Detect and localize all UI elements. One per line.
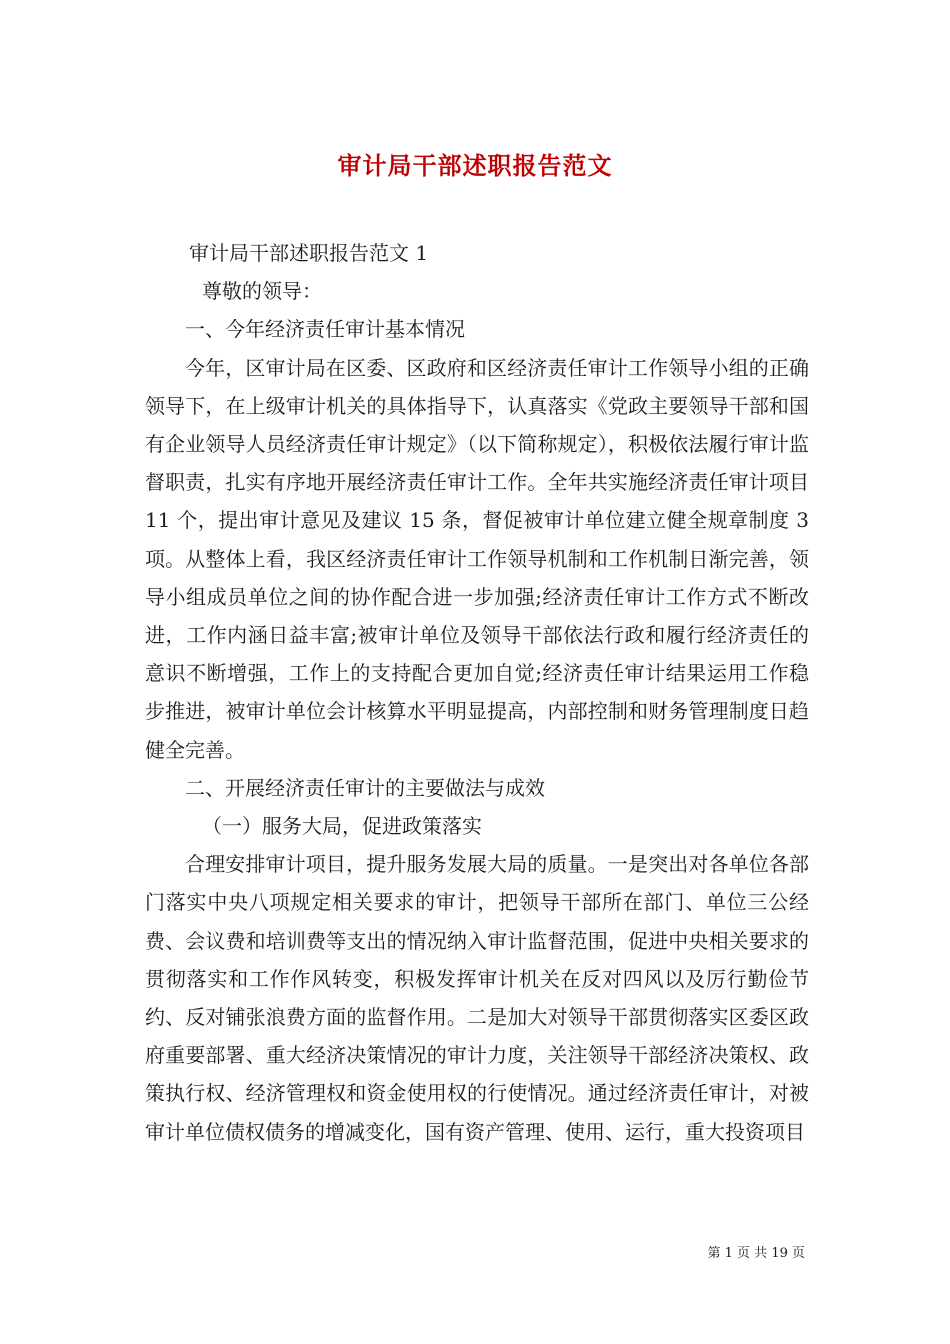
section-2-paragraph: 合理安排审计项目，提升服务发展大局的质量。一是突出对各单位各部门落实中央八项规定相关要求的审计，把领导干部所在部门、单位三公经费、会议费和培训费等支出的情况纳入审计监督范围，促进中央相关要求的贯彻落实和工作作风转变，积极发挥审计机关在反对四风以及厉行勤俭节约、反对铺张浪费方面的监督作用。二是加大对领导干部贯彻落实区委区政府重要部署、重大经济决策情况的审计力度，关注领导干部经济决策权、政策执行权、经济管理权和资金使用权的行使情况。通过经济责任审计，对被审计单位债权债务的增减变化，国有资产管理、使用、运行，重大投资项目 — [145, 852, 809, 1144]
section-2-subheading-1: （一）服务大局，促进政策落实 — [202, 814, 482, 839]
document-title: 审计局干部述职报告范文 — [337, 151, 613, 181]
section-1-paragraph: 今年，区审计局在区委、区政府和区经济责任审计工作领导小组的正确领导下，在上级审计机关的具体指导下，认真落实《党政主要领导干部和国有企业领导人员经济责任审计规定》（以下简称规定），积极依法履行审计监督职责，扎实有序地开展经济责任审计工作。全年共实施经济责任审计项目 11 个，提出审计意见及建议 15 条，督促被审计单位建立健全规章制度 3 项。从整体上看，我区经济责任审计工作领导机制和工作机制日渐完善，领导小组成员单位之间的协作配合进一步加强;经济责任审计工作方式不断改进，工作内涵日益丰富;被审计单位及领导干部依法行政和履行经济责任的意识不断增强，工作上的支持配合更加自觉;经济责任审计结果运用工作稳步推进，被审计单位会计核算水平明显提高，内部控制和财务管理制度日趋健全完善。 — [145, 355, 809, 762]
section-1-heading: 一、今年经济责任审计基本情况 — [185, 317, 465, 342]
document-subtitle: 审计局干部述职报告范文 1 — [189, 241, 429, 265]
page-number-footer: 第 1 页 共 19 页 — [707, 1246, 805, 1261]
document-body — [145, 234, 809, 1151]
greeting-line: 尊敬的领导： — [202, 279, 322, 304]
section-2-heading: 二、开展经济责任审计的主要做法与成效 — [185, 775, 545, 800]
